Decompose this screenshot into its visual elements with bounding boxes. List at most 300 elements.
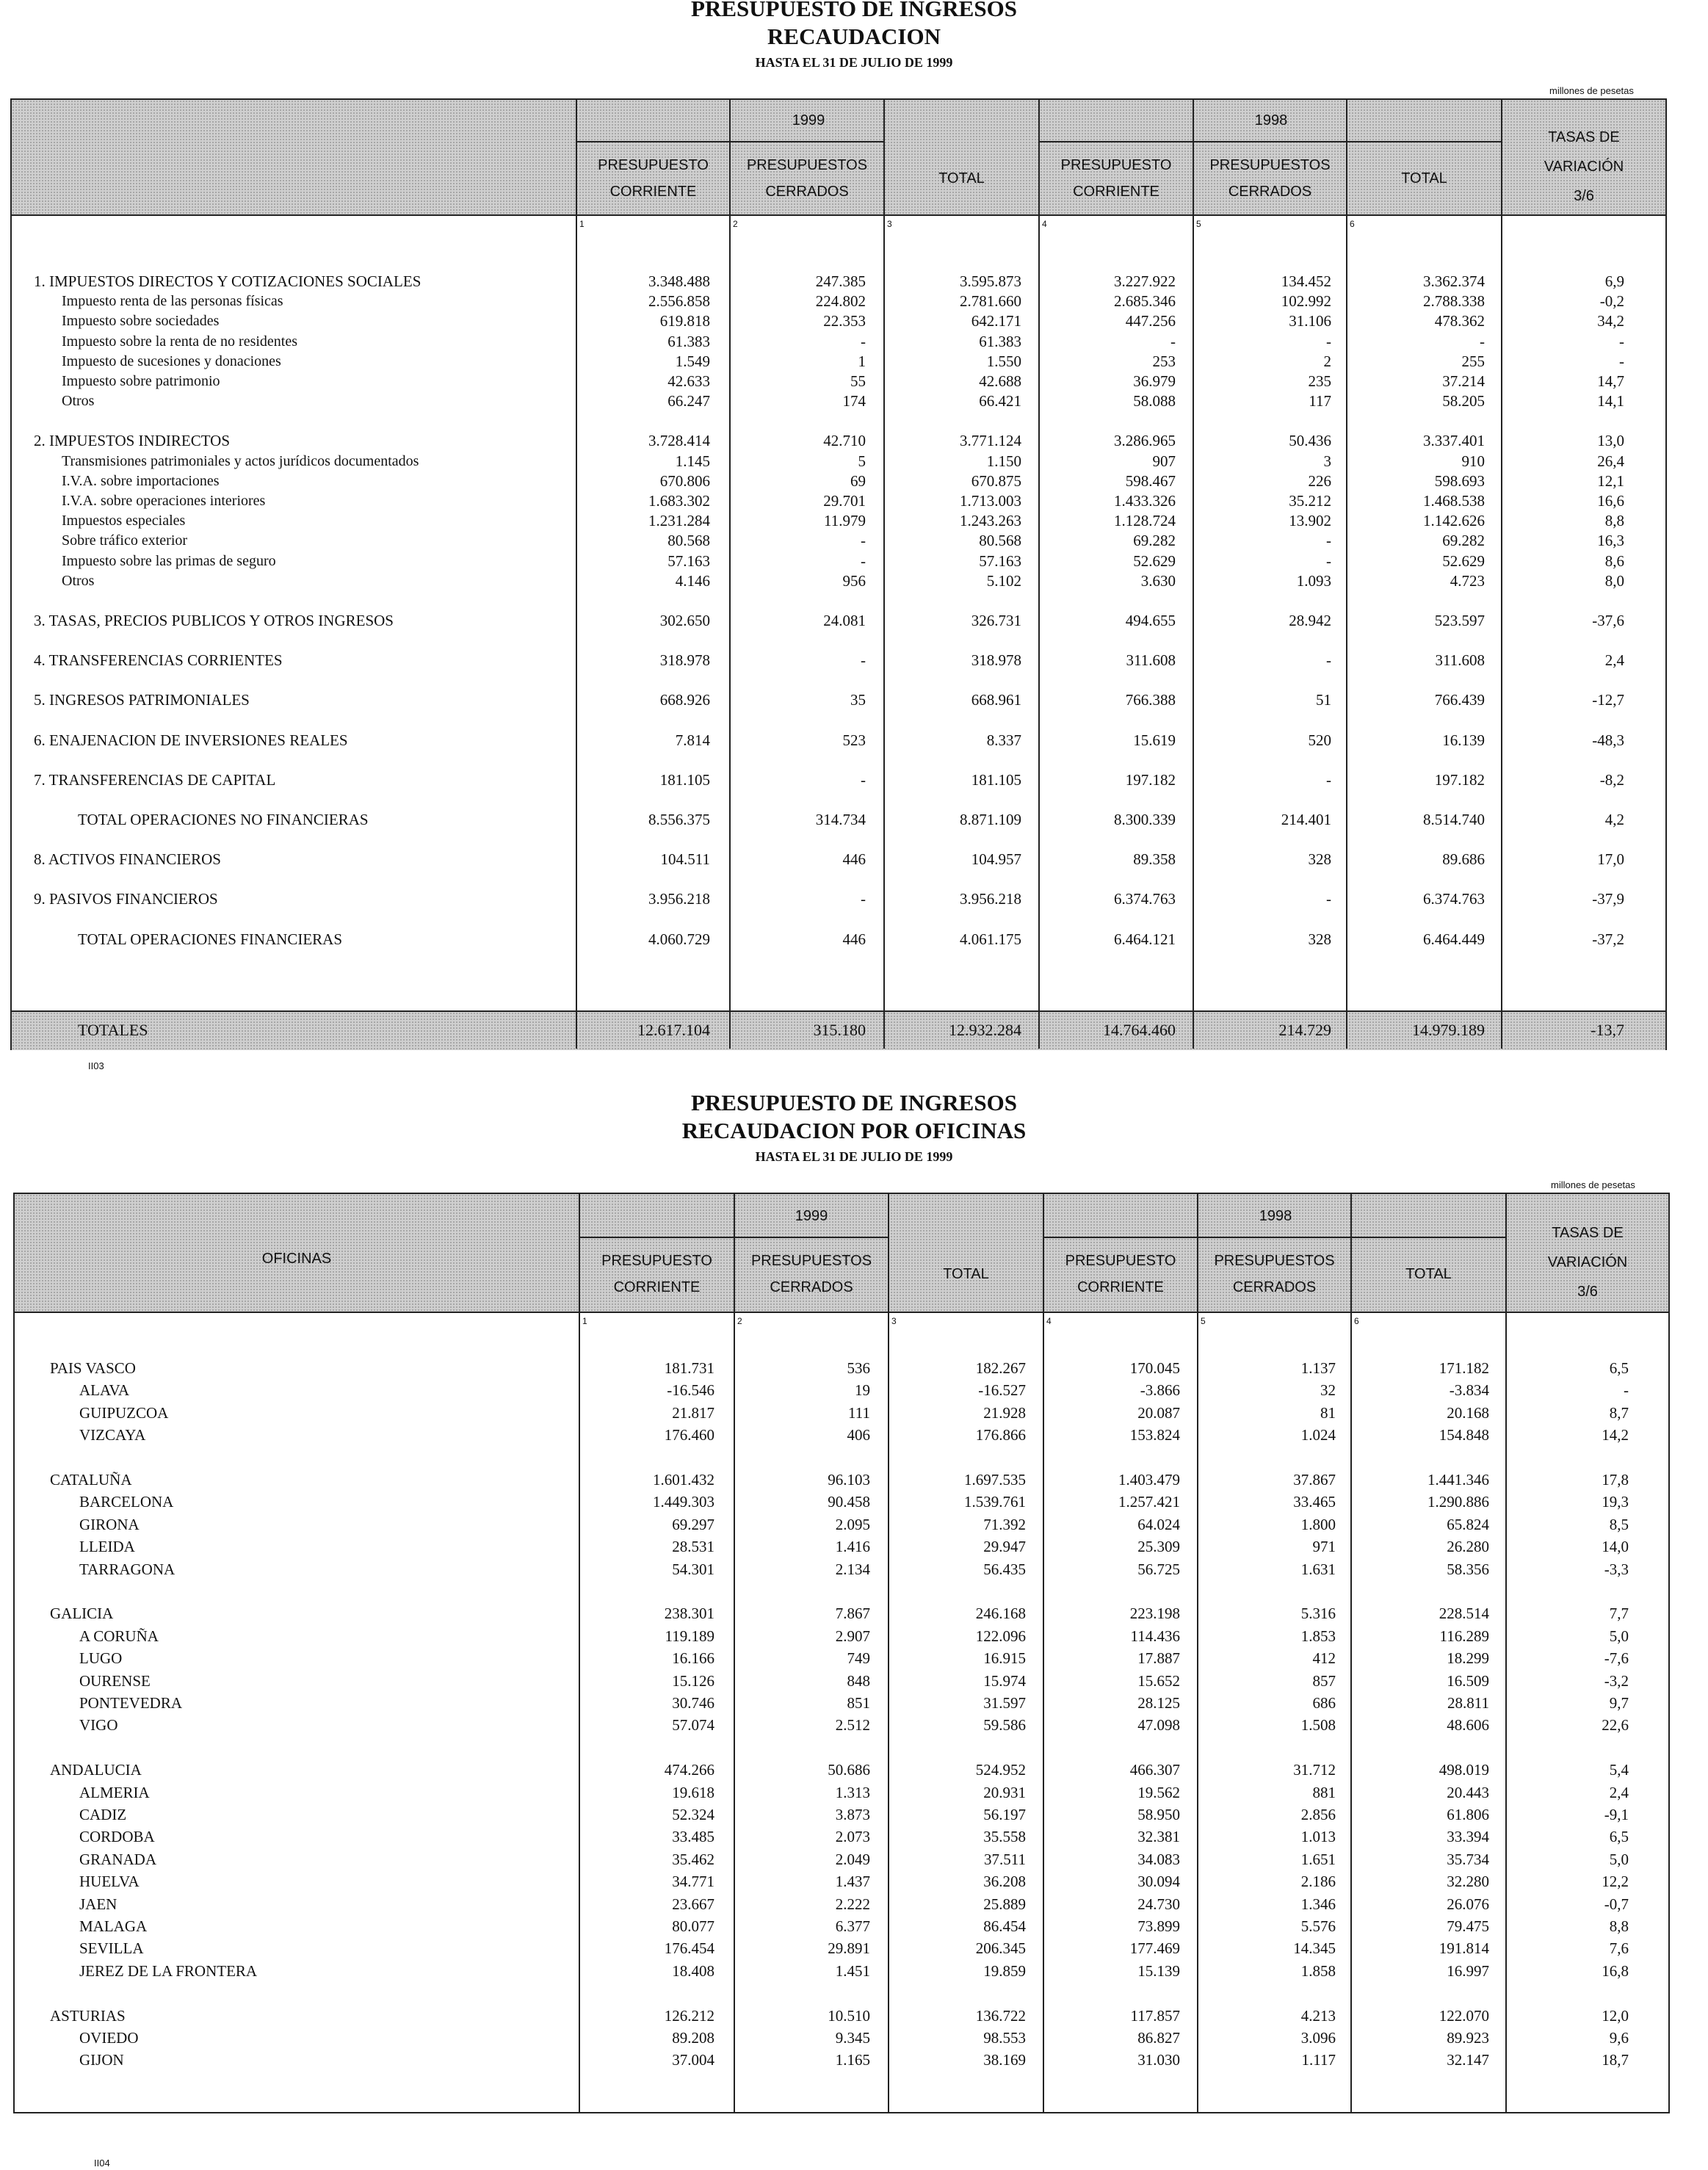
row-value: 174 — [842, 392, 866, 411]
page2-code: II04 — [94, 2158, 110, 2169]
row-value: 182.267 — [975, 1359, 1026, 1377]
row-value: 16,8 — [1602, 1961, 1629, 1980]
row-value: 47.098 — [1137, 1716, 1180, 1735]
row-label: Otros — [62, 393, 95, 410]
row-value: 111 — [848, 1403, 870, 1422]
row-value: 1.165 — [835, 2051, 870, 2069]
row-value: 26.280 — [1447, 1538, 1489, 1556]
row-value: -3,3 — [1604, 1560, 1629, 1578]
row-value: -0,7 — [1604, 1895, 1629, 1913]
row-value: 524.952 — [975, 1761, 1026, 1779]
row-value: 238.301 — [664, 1605, 714, 1623]
row-label: OVIEDO — [79, 2029, 139, 2047]
totals-label: TOTALES — [78, 1021, 148, 1039]
row-value: 1.651 — [1300, 1850, 1336, 1868]
row-value: 89.686 — [1442, 850, 1485, 869]
row-label: 1. IMPUESTOS DIRECTOS Y COTIZACIONES SOCIALES — [34, 272, 421, 290]
row-label: PONTEVEDRA — [79, 1694, 182, 1712]
row-value: 2.781.660 — [960, 292, 1021, 311]
table-row — [12, 452, 1664, 471]
row-value: 5,4 — [1609, 1761, 1629, 1779]
row-value: 536 — [847, 1359, 870, 1377]
table-row — [12, 531, 1664, 550]
page1-h-pce-98-a: PRESUPUESTOS — [1209, 157, 1331, 173]
row-value: 28.942 — [1289, 612, 1331, 629]
row-value: 3.630 — [1140, 571, 1176, 590]
row-value: 36.208 — [983, 1873, 1026, 1891]
page2-year-1998: 1998 — [1259, 1208, 1292, 1224]
row-value: - — [1619, 352, 1624, 370]
row-value: 15.126 — [672, 1671, 714, 1690]
row-value: -37,9 — [1592, 890, 1624, 908]
row-value: 311.608 — [1435, 651, 1485, 670]
row-value: 235 — [1308, 372, 1331, 390]
table-row — [12, 352, 1664, 371]
row-value: 2.685.346 — [1114, 292, 1176, 311]
row-value: 4.146 — [675, 571, 710, 590]
row-value: 55 — [850, 372, 866, 390]
row-label: GRANADA — [79, 1850, 156, 1868]
row-label: Impuesto sobre la renta de no residentes — [62, 333, 298, 350]
row-value: 31.597 — [983, 1694, 1026, 1712]
row-value: 956 — [842, 571, 866, 590]
table-row — [15, 1693, 1667, 1713]
totals-value: 315.180 — [813, 1021, 866, 1039]
row-value: 6.374.763 — [1423, 890, 1485, 908]
page2-title: PRESUPUESTO DE INGRESOS — [691, 1090, 1017, 1115]
row-value: 1.093 — [1296, 571, 1331, 590]
totals-value: 14.979.189 — [1412, 1021, 1485, 1039]
row-value: 8,5 — [1609, 1515, 1629, 1533]
row-value: - — [1624, 1381, 1629, 1400]
row-label: VIGO — [79, 1716, 118, 1735]
page2-h-oficinas: OFICINAS — [261, 1251, 332, 1267]
row-value: 29.891 — [828, 1939, 870, 1958]
row-value: 59.586 — [983, 1716, 1026, 1735]
row-value: -3,2 — [1604, 1671, 1629, 1690]
row-value: 61.383 — [979, 332, 1021, 350]
row-value: 523 — [842, 731, 866, 749]
row-value: 446 — [842, 930, 866, 948]
row-value: 1.441.346 — [1427, 1471, 1489, 1489]
row-value: 57.074 — [672, 1716, 714, 1735]
row-value: 12,0 — [1602, 2006, 1629, 2025]
row-value: 2.788.338 — [1423, 292, 1485, 311]
row-value: 58.356 — [1447, 1560, 1489, 1578]
row-label: TOTAL OPERACIONES NO FINANCIERAS — [78, 811, 369, 828]
page2-h-total-1998: TOTAL — [1405, 1266, 1452, 1282]
row-value: 19.562 — [1137, 1783, 1180, 1801]
row-value: 3.873 — [835, 1806, 870, 1823]
row-value: 314.734 — [815, 811, 866, 828]
row-value: 37.004 — [672, 2051, 714, 2069]
row-value: -0,2 — [1599, 292, 1624, 311]
row-value: 1.145 — [675, 452, 710, 470]
row-value: 61.383 — [667, 332, 710, 350]
page1-title: PRESUPUESTO DE INGRESOS — [691, 0, 1017, 21]
row-value: 5.576 — [1300, 1917, 1336, 1935]
table-row — [15, 1715, 1667, 1735]
table-row — [15, 1492, 1667, 1511]
row-value: - — [861, 551, 866, 570]
row-value: 668.926 — [659, 691, 710, 709]
page1-subtitle: RECAUDACION — [767, 23, 941, 49]
row-value: 90.458 — [828, 1493, 870, 1511]
row-value: 29.947 — [983, 1538, 1026, 1556]
row-label: CORDOBA — [79, 1828, 155, 1846]
row-value: 66.421 — [979, 392, 1021, 411]
row-value: 50.436 — [1289, 432, 1331, 450]
page1-h-pc-b: CORRIENTE — [609, 184, 697, 200]
row-value: 598.467 — [1125, 471, 1176, 490]
row-value: 1.024 — [1300, 1426, 1336, 1444]
row-value: 35.212 — [1289, 492, 1331, 510]
row-value: -16.527 — [978, 1381, 1026, 1400]
row-value: 3.728.414 — [648, 432, 710, 450]
row-value: 71.392 — [983, 1515, 1026, 1533]
page2-h-pce-b: CERRADOS — [770, 1279, 853, 1295]
row-value: 3.227.922 — [1114, 272, 1176, 290]
row-value: - — [861, 332, 866, 350]
page1-h-total-1998: TOTAL — [1401, 170, 1447, 187]
row-label: GIJON — [79, 2051, 124, 2069]
row-value: 247.385 — [815, 272, 866, 290]
table-row — [15, 1425, 1667, 1444]
row-value: 494.655 — [1125, 612, 1176, 629]
table-row — [12, 372, 1664, 391]
row-label: LLEIDA — [79, 1538, 135, 1556]
page1-table — [10, 98, 1667, 1050]
row-value: 89.923 — [1447, 2029, 1489, 2047]
row-value: 246.168 — [975, 1605, 1026, 1623]
row-value: 881 — [1312, 1783, 1336, 1801]
row-label: ALAVA — [79, 1381, 130, 1400]
row-value: 57.163 — [979, 551, 1021, 570]
row-value: 54.301 — [672, 1560, 714, 1578]
row-value: 14,7 — [1597, 372, 1624, 390]
row-label: MALAGA — [79, 1917, 148, 1935]
row-value: 35.558 — [983, 1828, 1026, 1846]
row-value: 18.299 — [1447, 1649, 1489, 1668]
row-value: 69 — [850, 471, 866, 490]
row-label: HUELVA — [79, 1873, 140, 1891]
row-value: 65.824 — [1447, 1515, 1489, 1533]
row-value: 21.817 — [672, 1403, 714, 1422]
row-value: 3.956.218 — [960, 890, 1021, 908]
row-value: 8.300.339 — [1114, 811, 1176, 828]
table-row — [12, 511, 1664, 530]
row-value: 30.746 — [672, 1694, 714, 1712]
row-value: 2.856 — [1300, 1806, 1336, 1823]
row-value: 13,0 — [1597, 432, 1624, 450]
row-value: 2.134 — [835, 1560, 870, 1578]
row-value: 24.081 — [823, 612, 866, 629]
row-value: 16.166 — [672, 1649, 714, 1668]
row-value: 197.182 — [1125, 770, 1176, 789]
page2-h-pc-b: CORRIENTE — [613, 1279, 701, 1295]
table-row — [12, 431, 1664, 450]
row-label: GALICIA — [50, 1605, 114, 1623]
row-label: I.V.A. sobre importaciones — [62, 472, 220, 489]
row-value: 910 — [1461, 452, 1485, 470]
row-value: 176.454 — [664, 1939, 714, 1958]
row-value: 114.436 — [1130, 1627, 1180, 1645]
row-label: TARRAGONA — [79, 1560, 175, 1578]
row-value: 3.337.401 — [1423, 432, 1485, 450]
row-value: 5.102 — [986, 571, 1021, 590]
row-value: 766.388 — [1125, 691, 1176, 709]
row-value: 326.731 — [971, 612, 1021, 629]
table-row — [12, 471, 1664, 491]
row-value: 66.247 — [667, 392, 710, 411]
row-value: 1.508 — [1300, 1716, 1336, 1735]
row-value: 30.094 — [1137, 1873, 1180, 1891]
row-value: -16.546 — [667, 1381, 714, 1400]
row-value: 2,4 — [1609, 1783, 1629, 1801]
row-value: 58.088 — [1133, 392, 1176, 411]
row-value: 86.454 — [983, 1917, 1026, 1935]
row-value: 6.374.763 — [1114, 890, 1176, 908]
row-label: Impuesto sobre sociedades — [62, 313, 220, 330]
row-value: 89.358 — [1133, 850, 1176, 869]
page2-h-pce-98-a: PRESUPUESTOS — [1214, 1253, 1335, 1269]
row-value: 37.214 — [1442, 372, 1485, 390]
row-value: 14,2 — [1602, 1426, 1629, 1444]
row-value: 2.186 — [1300, 1873, 1336, 1891]
row-value: 176.460 — [664, 1426, 714, 1444]
table-row — [12, 810, 1664, 829]
row-value: - — [1326, 332, 1331, 350]
table-row — [12, 690, 1664, 709]
row-value: 26.076 — [1447, 1895, 1489, 1913]
row-label: I.V.A. sobre operaciones interiores — [62, 493, 266, 509]
page2-subtitle: RECAUDACION POR OFICINAS — [681, 1118, 1027, 1143]
row-value: 102.992 — [1281, 292, 1331, 311]
row-value: 1.231.284 — [648, 512, 710, 530]
row-value: 37.511 — [984, 1850, 1026, 1868]
row-value: 8,6 — [1604, 551, 1624, 570]
row-value: 181.731 — [664, 1359, 714, 1377]
table-row — [12, 332, 1664, 351]
row-value: - — [1326, 551, 1331, 570]
page2-h-pce-98-b: CERRADOS — [1232, 1279, 1317, 1295]
row-value: 1.142.626 — [1423, 512, 1485, 530]
row-value: 56.197 — [983, 1806, 1026, 1823]
row-label: 7. TRANSFERENCIAS DE CAPITAL — [34, 770, 276, 789]
row-value: 35.734 — [1447, 1850, 1489, 1868]
row-value: 19.859 — [983, 1961, 1026, 1980]
row-value: 214.401 — [1281, 811, 1331, 828]
row-value: 8.337 — [986, 731, 1021, 749]
row-value: 619.818 — [659, 312, 710, 330]
page1-colnum-2: 2 — [733, 219, 738, 229]
row-value: 15.652 — [1137, 1671, 1180, 1690]
row-value: 8,8 — [1604, 512, 1624, 530]
row-value: 32.147 — [1447, 2051, 1489, 2069]
table-row — [15, 1560, 1667, 1579]
row-value: 89.208 — [672, 2029, 714, 2047]
table-row — [15, 1537, 1667, 1556]
row-value: 223.198 — [1129, 1605, 1180, 1623]
row-value: 1.403.479 — [1118, 1471, 1180, 1489]
row-value: 117.857 — [1130, 2006, 1180, 2025]
row-label: CATALUÑA — [50, 1471, 132, 1489]
page1-date: HASTA EL 31 DE JULIO DE 1999 — [755, 55, 953, 70]
row-value: 58.950 — [1137, 1806, 1180, 1823]
row-value: 670.875 — [971, 471, 1021, 490]
row-value: 69.282 — [1442, 532, 1485, 550]
row-label: BARCELONA — [79, 1493, 174, 1511]
row-label: TOTAL OPERACIONES FINANCIERAS — [78, 930, 343, 948]
row-value: 18,7 — [1602, 2051, 1629, 2069]
table-row — [12, 551, 1664, 571]
row-value: 1.631 — [1300, 1560, 1336, 1578]
row-value: 52.629 — [1133, 551, 1176, 570]
row-value: 177.469 — [1129, 1939, 1180, 1958]
row-value: 3.595.873 — [960, 272, 1021, 290]
row-value: 32.280 — [1447, 1873, 1489, 1891]
page2-colnum-1: 1 — [582, 1316, 587, 1326]
row-value: 8.514.740 — [1423, 811, 1485, 828]
row-value: 34.771 — [672, 1873, 714, 1891]
row-value: 686 — [1312, 1694, 1336, 1712]
row-value: 15.139 — [1137, 1961, 1180, 1980]
row-value: 6.464.449 — [1423, 930, 1485, 948]
row-value: 1 — [858, 352, 866, 370]
table-row — [15, 1470, 1667, 1489]
row-value: 36.979 — [1133, 372, 1176, 390]
row-value: 153.824 — [1129, 1426, 1180, 1444]
totals-value: 14.764.460 — [1103, 1021, 1176, 1039]
table-row — [15, 1604, 1667, 1623]
row-value: 80.077 — [672, 1917, 714, 1935]
row-value: 122.070 — [1439, 2006, 1489, 2025]
page1-h-pce-b: CERRADOS — [765, 184, 849, 200]
page1-h-tasas-a: TASAS DE — [1548, 129, 1620, 145]
row-value: 2.556.858 — [648, 292, 710, 311]
row-value: 1.243.263 — [960, 512, 1021, 530]
row-value: 5,0 — [1609, 1627, 1629, 1645]
row-value: 971 — [1312, 1538, 1336, 1556]
row-value: 1.257.421 — [1118, 1493, 1180, 1511]
table-row — [12, 850, 1664, 869]
row-value: 851 — [847, 1694, 870, 1712]
page1-h-tasas-c: 3/6 — [1574, 188, 1594, 204]
row-value: 61.806 — [1447, 1806, 1489, 1823]
table-row — [12, 611, 1664, 630]
row-value: 749 — [847, 1649, 870, 1668]
row-value: 642.171 — [971, 312, 1021, 330]
row-label: SEVILLA — [79, 1939, 144, 1958]
page1-colnum-6: 6 — [1350, 219, 1355, 229]
row-value: 20.087 — [1137, 1403, 1180, 1422]
row-value: 857 — [1312, 1671, 1336, 1690]
row-value: 6.377 — [835, 1917, 870, 1935]
row-value: - — [1326, 651, 1331, 670]
row-value: 42.710 — [823, 432, 866, 450]
row-value: 848 — [847, 1671, 870, 1690]
table-row — [15, 1359, 1667, 1378]
row-value: 28.531 — [672, 1538, 714, 1556]
row-value: 24.730 — [1137, 1895, 1180, 1913]
page1-h-pce-98-b: CERRADOS — [1228, 184, 1312, 200]
page1-colnum-1: 1 — [579, 219, 585, 229]
table-row — [15, 2050, 1667, 2069]
page1-colnum-4: 4 — [1042, 219, 1047, 229]
row-label: PAIS VASCO — [50, 1359, 136, 1377]
row-value: 12,2 — [1602, 1873, 1629, 1891]
row-value: 22.353 — [823, 312, 866, 330]
row-value: 181.105 — [659, 770, 710, 789]
table-row — [15, 1649, 1667, 1668]
row-value: 1.137 — [1300, 1359, 1336, 1377]
row-value: 8.871.109 — [960, 811, 1021, 828]
row-value: 16.139 — [1442, 731, 1485, 749]
row-value: 154.848 — [1439, 1426, 1489, 1444]
row-value: 119.189 — [665, 1627, 714, 1645]
table-row — [12, 651, 1664, 670]
row-value: 80.568 — [979, 532, 1021, 550]
row-label: VIZCAYA — [79, 1426, 146, 1444]
row-label: Otros — [62, 572, 95, 589]
table-row — [15, 2006, 1667, 2025]
row-value: 80.568 — [667, 532, 710, 550]
row-value: 9,6 — [1609, 2029, 1629, 2047]
row-value: 73.899 — [1137, 1917, 1180, 1935]
row-value: 17,0 — [1597, 850, 1624, 869]
page2-h-tasas-b: VARIACIÓN — [1547, 1254, 1628, 1270]
row-value: 32.381 — [1137, 1828, 1180, 1846]
row-value: - — [1326, 770, 1331, 789]
table-row — [12, 731, 1664, 750]
row-value: 1.800 — [1300, 1515, 1336, 1533]
table-row — [12, 770, 1664, 789]
row-value: 11.979 — [824, 512, 866, 530]
row-value: 48.606 — [1447, 1716, 1489, 1735]
row-label: Impuestos especiales — [62, 513, 186, 529]
row-value: 2 — [1323, 352, 1331, 370]
page2-colnum-3: 3 — [891, 1316, 897, 1326]
table-row — [15, 1939, 1667, 1958]
row-value: 406 — [847, 1426, 870, 1444]
row-value: 598.693 — [1434, 471, 1485, 490]
page1-h-pc-98-b: CORRIENTE — [1073, 184, 1159, 200]
row-value: 25.309 — [1137, 1538, 1180, 1556]
row-value: 206.345 — [975, 1939, 1026, 1958]
row-value: 8,0 — [1604, 571, 1624, 590]
table-row — [15, 1403, 1667, 1422]
row-label: Impuesto renta de las personas físicas — [62, 293, 283, 310]
row-label: Transmisiones patrimoniales y actos jurídicos documentados — [62, 452, 419, 469]
row-value: 2.907 — [835, 1627, 870, 1645]
page2-h-pc-98-a: PRESUPUESTO — [1065, 1253, 1176, 1269]
row-value: - — [861, 770, 866, 789]
row-label: Sobre tráfico exterior — [62, 532, 188, 549]
row-value: 26,4 — [1597, 452, 1624, 470]
row-label: 5. INGRESOS PATRIMONIALES — [34, 691, 250, 709]
row-value: - — [1170, 332, 1176, 350]
row-value: 6,5 — [1609, 1828, 1629, 1846]
row-value: 328 — [1308, 850, 1331, 869]
row-value: 1.549 — [675, 352, 710, 370]
row-value: 9,7 — [1609, 1694, 1629, 1712]
row-value: 14,1 — [1597, 392, 1624, 411]
row-value: 17,8 — [1602, 1471, 1629, 1489]
row-value: 3.096 — [1300, 2029, 1336, 2047]
row-label: GIRONA — [79, 1515, 140, 1533]
row-value: 197.182 — [1434, 770, 1485, 789]
row-value: 96.103 — [828, 1471, 870, 1489]
